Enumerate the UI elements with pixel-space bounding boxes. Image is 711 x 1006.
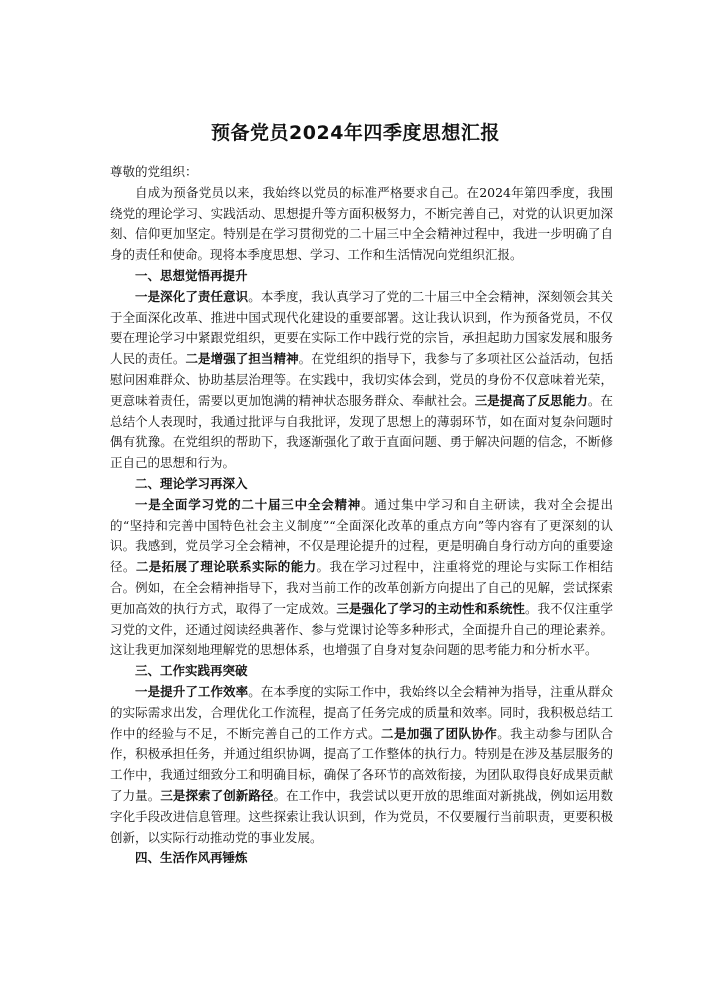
section-paragraph-1 (110, 287, 613, 474)
salutation: 尊敬的党组织： (110, 164, 198, 179)
key-point-bold: 三是强化了学习的主动性和系统性 (336, 600, 526, 616)
key-point-text: 。通过集中学习和自主研读，我对全会提出的“坚持和完善中国特色社会主义制度”“全面深化改革的重点方向”等内容有了更深刻的认识。我感到，党员学习全会精神，不仅是理论提升的过程，更是明确自身行动方向的重要途径。 (110, 496, 613, 575)
key-point-bold: 三是探索了创新路径 (160, 787, 274, 803)
intro-paragraph: 自成为预备党员以来，我始终以党员的标准严格要求自己。在2024年第四季度，我围绕党的理论学习、实践活动、思想提升等方面积极努力，不断完善自己，对党的认识更加深刻、信仰更加坚定。特别是在学习贯彻党的二十届三中全会精神过程中，我进一步明确了自身的责任和使命。现将本季度思想、学习、工作和生活情况向党组织汇报。 (110, 184, 613, 263)
key-point-bold: 一是提升了工作效率 (135, 683, 249, 699)
key-point-bold: 二是加强了团队协作 (381, 725, 498, 741)
key-point-bold: 一是全面学习党的二十届三中全会精神 (135, 496, 362, 512)
section-paragraph-2 (110, 495, 613, 661)
section-heading-3: 三、工作实践再突破 (135, 663, 248, 679)
key-point-text: 。在本季度的实际工作中，我始终以全会精神为指导，注重从群众的实际需求出发，合理优化工作流程，提高了任务完成的质量和效率。同时，我积极总结工作中的经验与不足，不断完善自己的工作方式。 (110, 683, 613, 741)
document-body (110, 162, 613, 869)
section-heading-2: 二、理论学习再深入 (135, 475, 248, 491)
key-point-bold: 一是深化了责任意识 (135, 288, 249, 304)
section-heading-4: 四、生活作风再锤炼 (135, 850, 248, 866)
section-heading-1: 一、思想觉悟再提升 (135, 267, 248, 283)
key-point-text: 。在党组织的指导下，我参与了多项社区公益活动，包括慰问困难群众、协助基层治理等。在实践中，我切实体会到，党员的身份不仅意味着光荣，更意味着责任，需要以更加饱满的精神状态服务群众、奉献社会。 (110, 351, 613, 408)
document-title: 预备党员2024年四季度思想汇报 (211, 122, 500, 144)
key-point-bold: 二是拓展了理论联系实际的能力 (135, 559, 317, 575)
key-point-text: 。我在学习过程中，注重将党的理论与实际工作相结合。例如，在全会精神指导下，我对当前工作的改革创新方向提出了自己的见解，尝试探索更加高效的执行方式，取得了一定成效。 (110, 559, 613, 616)
section-paragraph-3 (110, 682, 613, 848)
key-point-text: 。我不仅注重学习党的文件，还通过阅读经典著作、参与党课讨论等多种形式，全面提升自己的理论素养。这让我更加深刻地理解党的思想体系，也增强了自身对复杂问题的思考能力和分析水平。 (110, 600, 613, 658)
key-point-bold: 二是增强了担当精神 (185, 351, 299, 367)
key-point-text: 。本季度，我认真学习了党的二十届三中全会精神，深刻领会其关于全面深化改革、推进中国式现代化建设的重要部署。这让我认识到，作为预备党员，不仅要在理论学习中紧跟党组织，更要在实际工作中践行党的宗旨，承担起助力国家发展和服务人民的责任。 (110, 288, 613, 367)
key-point-text: 。在总结个人表现时，我通过批评与自我批评，发现了思想上的薄弱环节，如在面对复杂问题时偶有犹豫。在党组织的帮助下，我逐渐强化了敢于直面问题、勇于解决问题的信念，不断修正自己的思想和行为。 (110, 392, 613, 471)
key-point-text: 。我主动参与团队合作，积极承担任务，并通过组织协调，提高了工作整体的执行力。特别是在涉及基层服务的工作中，我通过细致分工和明确目标，确保了各环节的高效衔接，为团队取得良好成果贡献了力量。 (110, 725, 613, 803)
key-point-text: 。在工作中，我尝试以更开放的思维面对新挑战，例如运用数字化手段改进信息管理。这些探索让我认识到，作为党员，不仅要履行当前职责，更要积极创新，以实际行动推动党的事业发展。 (110, 787, 613, 845)
key-point-bold: 三是提高了反思能力 (474, 392, 588, 408)
